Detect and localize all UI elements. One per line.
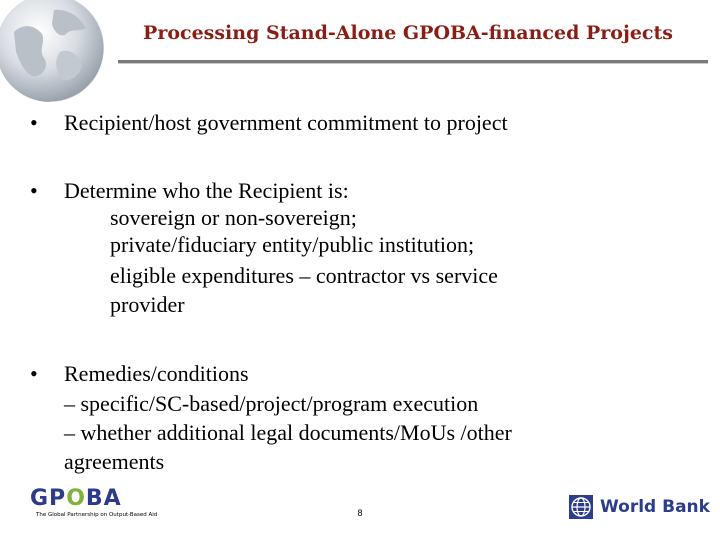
slide-title: Processing Stand-Alone GPOBA-financed Projects bbox=[143, 22, 673, 44]
sub-point: – whether additional legal documents/MoUs /other bbox=[64, 420, 512, 445]
world-bank-text: World Bank bbox=[600, 497, 710, 517]
sub-point: agreements bbox=[64, 449, 165, 474]
bullet-text: Remedies/conditions bbox=[64, 361, 249, 386]
sub-point: – specific/SC-based/project/program execution bbox=[64, 391, 479, 416]
bullet-marker: • bbox=[30, 178, 38, 203]
bullet-text: Recipient/host government commitment to project bbox=[64, 110, 508, 135]
sub-point: eligible expenditures – contractor vs service bbox=[110, 263, 498, 288]
sub-point: sovereign or non-sovereign; bbox=[110, 205, 357, 230]
sub-point: provider bbox=[110, 292, 185, 317]
world-bank-emblem-icon bbox=[569, 495, 593, 519]
gpoba-tagline: The Global Partnership on Output-Based Aid bbox=[36, 512, 158, 518]
bullet-text: Determine who the Recipient is: bbox=[64, 178, 349, 203]
page-number: 8 bbox=[357, 508, 363, 518]
globe-icon bbox=[0, 0, 106, 104]
gpoba-wordmark: GPOBA bbox=[30, 486, 122, 511]
sub-point: private/fiduciary entity/public institution; bbox=[110, 232, 475, 257]
bullet-marker: • bbox=[30, 361, 38, 386]
bullet-marker: • bbox=[30, 110, 38, 135]
title-divider bbox=[118, 60, 708, 64]
gpoba-logo bbox=[30, 486, 168, 524]
